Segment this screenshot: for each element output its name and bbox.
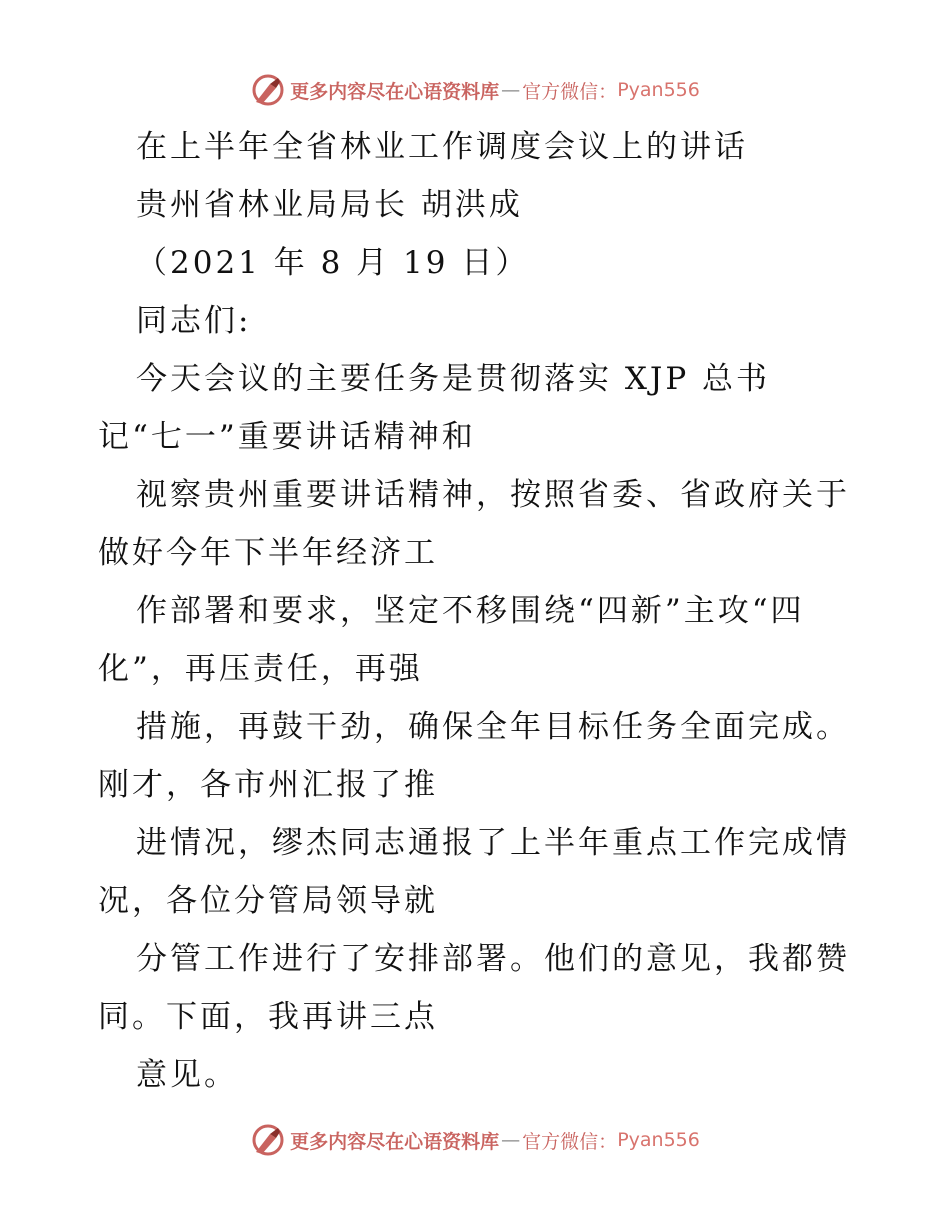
text-line: 今天会议的主要任务是贯彻落实 XJP 总书: [136, 361, 771, 397]
banner-wechat-label: 官方微信：: [522, 1130, 618, 1153]
text-line: 意见。: [136, 1057, 238, 1093]
header-banner: [0, 70, 950, 110]
banner-text: [290, 77, 700, 104]
text-line: 记“七一”重要讲话精神和: [98, 419, 476, 455]
banner-wechat-label: 官方微信：: [522, 80, 618, 103]
text-line: 同。下面，我再讲三点: [98, 999, 438, 1035]
document-title: 在上半年全省林业工作调度会议上的讲话: [136, 129, 748, 165]
text-line: 进情况，缪杰同志通报了上半年重点工作完成情: [136, 825, 850, 861]
text-line: 化”，再压责任，再强: [98, 651, 423, 687]
pen-nib-logo-icon: [250, 1122, 286, 1158]
document-body: [98, 118, 898, 1104]
banner-main-text: 更多内容尽在心语资料库: [290, 80, 500, 103]
text-line: 刚才，各市州汇报了推: [98, 767, 438, 803]
speaker-line: 贵州省林业局局长 胡洪成: [136, 187, 523, 223]
footer-banner: [0, 1120, 950, 1160]
text-line: 做好今年下半年经济工: [98, 535, 438, 571]
date-line: （2021 年 8 月 19 日）: [136, 245, 530, 281]
banner-text: [290, 1127, 700, 1154]
banner-wechat-id: Pyan556: [617, 79, 700, 101]
salutation: 同志们:: [136, 303, 252, 339]
text-line: 分管工作进行了安排部署。他们的意见，我都赞: [136, 941, 850, 977]
banner-dash: —: [501, 79, 521, 101]
banner-dash: —: [501, 1129, 521, 1151]
banner-wechat-id: Pyan556: [617, 1129, 700, 1151]
text-line: 措施，再鼓干劲，确保全年目标任务全面完成。: [136, 709, 850, 745]
banner-main-text: 更多内容尽在心语资料库: [290, 1130, 500, 1153]
text-line: 作部署和要求，坚定不移围绕“四新”主攻“四: [136, 593, 805, 629]
text-line: 况，各位分管局领导就: [98, 883, 438, 919]
text-line: 视察贵州重要讲话精神，按照省委、省政府关于: [136, 477, 850, 513]
pen-nib-logo-icon: [250, 72, 286, 108]
